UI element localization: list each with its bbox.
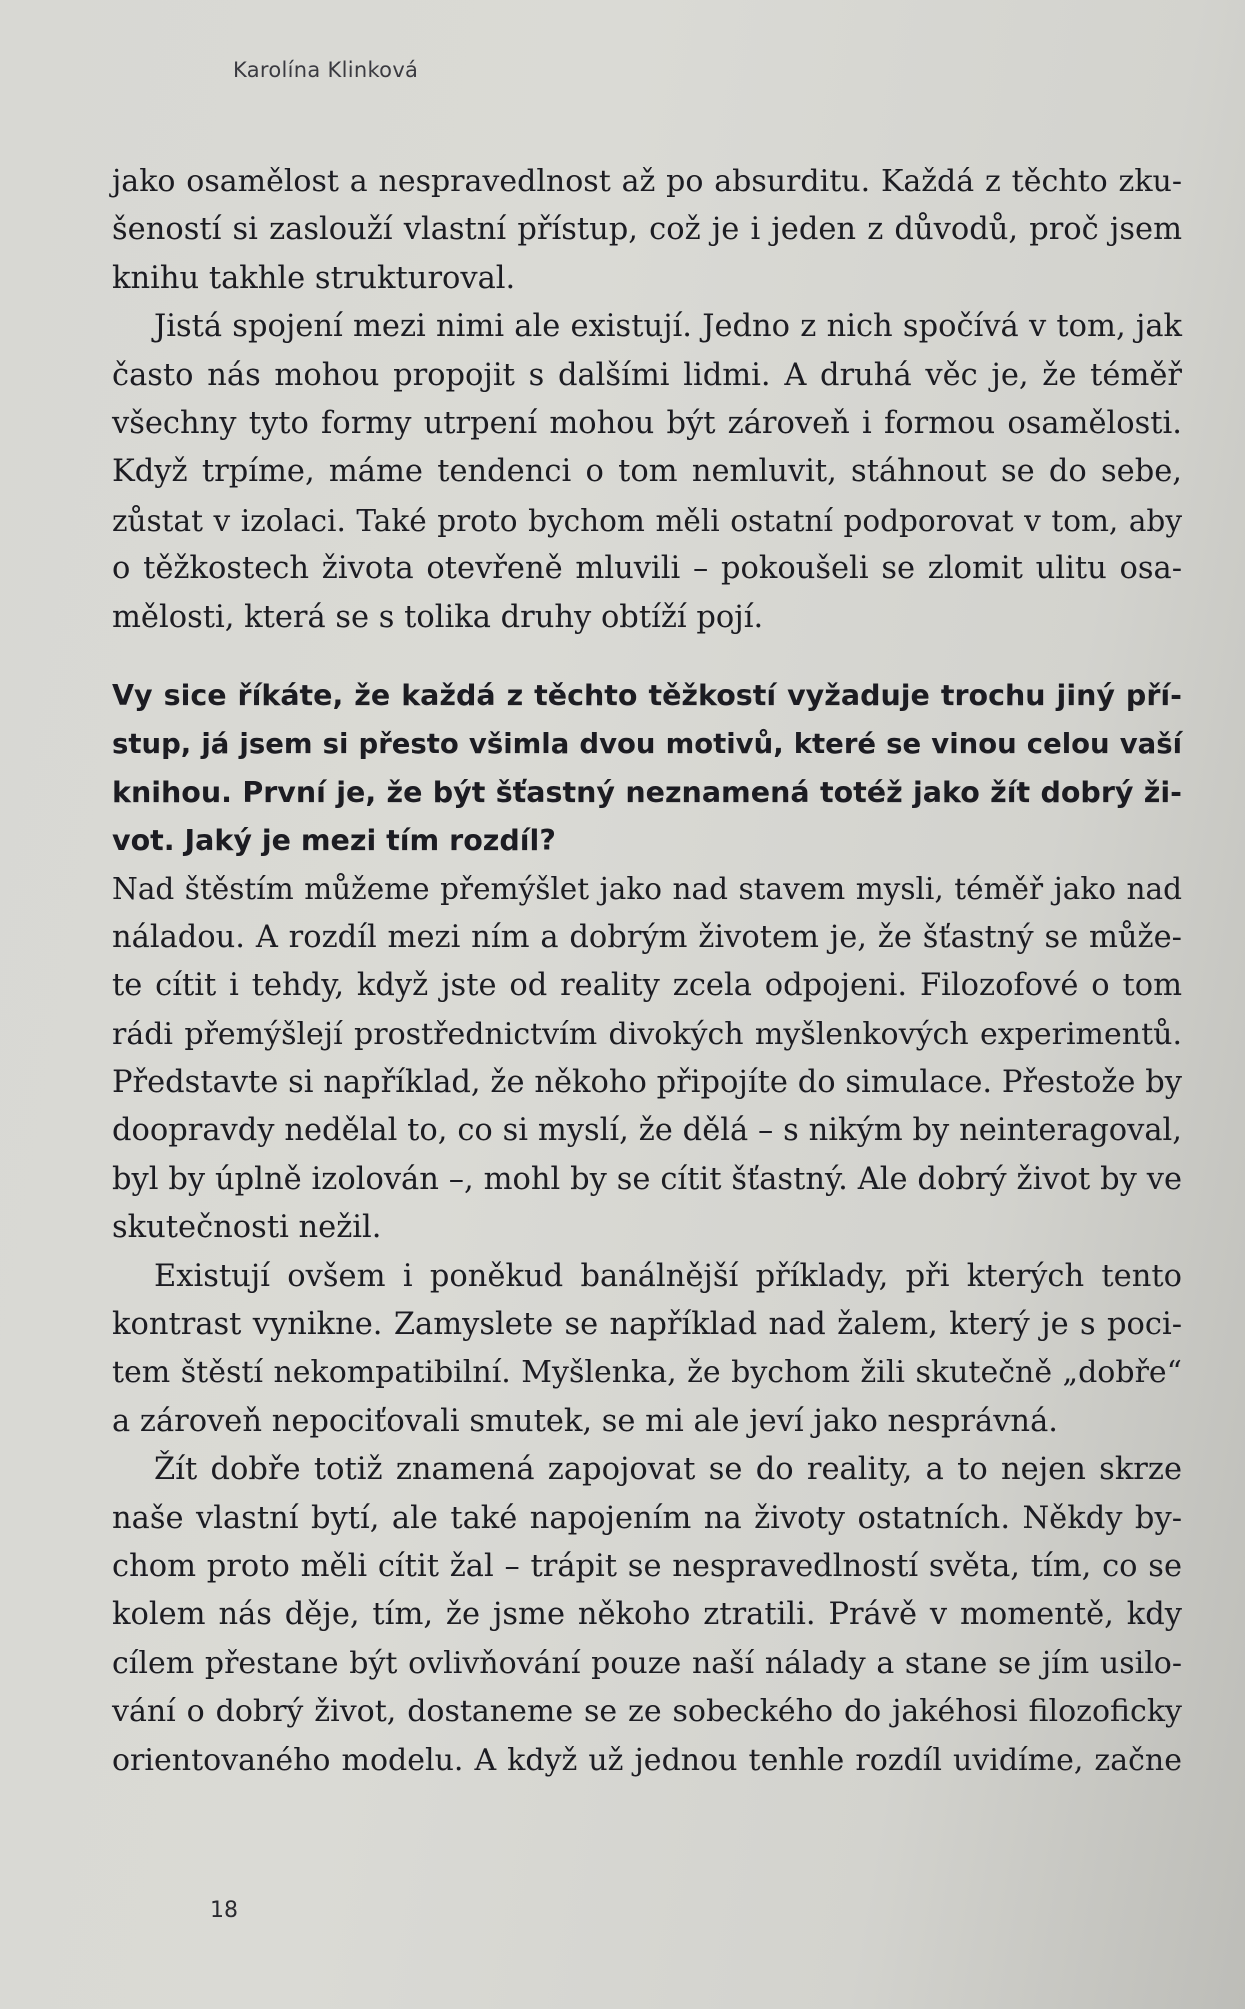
text-line: šeností si zaslouží vlastní přístup, což je i jeden z důvodů, proč jsem bbox=[112, 212, 1182, 248]
text-line: Žít dobře totiž znamená zapojovat se do reality, a to nejen skrze bbox=[154, 1452, 1182, 1488]
body-text bbox=[112, 158, 1182, 1785]
text-line: cílem přestane být ovlivňování pouze naší nálady a stane se jím usilo- bbox=[112, 1645, 1182, 1681]
text-line: orientovaného modelu. A když už jednou tenhle rozdíl uvidíme, začne bbox=[112, 1742, 1182, 1778]
text-line: chom proto měli cítit žal – trápit se nespravedlností světa, tím, co se bbox=[112, 1548, 1182, 1584]
text-line: naše vlastní bytí, ale také napojením na životy ostatních. Někdy by- bbox=[112, 1500, 1182, 1536]
text-line: jako osamělost a nespravedlnost až po absurditu. Každá z těchto zku- bbox=[112, 164, 1182, 199]
text-line: náladou. A rozdíl mezi ním a dobrým životem je, že šťastný se může- bbox=[112, 919, 1182, 955]
page-number: 18 bbox=[210, 1898, 238, 1923]
text-line: zůstat v izolaci. Také proto bychom měli ostatní podporovat v tom, aby bbox=[112, 503, 1182, 538]
question-line: knihou. První je, že být šťastný neznamená totéž jako žít dobrý ži- bbox=[112, 775, 1182, 809]
text-line: všechny tyto formy utrpení mohou být zároveň i formou osamělosti. bbox=[112, 405, 1182, 441]
text-line: vání o dobrý život, dostaneme se ze sobeckého do jakéhosi filozoficky bbox=[112, 1694, 1182, 1730]
question-line: stup, já jsem si přesto všimla dvou motivů, které se vinou celou vaší bbox=[112, 728, 1182, 761]
section-gap bbox=[112, 642, 1182, 672]
text-line: Jistá spojení mezi nimi ale existují. Jedno z nich spočívá v tom, jak bbox=[154, 309, 1182, 345]
text-line: byl by úplně izolován –, mohl by se cítit šťastný. Ale dobrý život by ve bbox=[112, 1161, 1182, 1197]
text-line: te cítit i tehdy, když jste od reality zcela odpojeni. Filozofové o tom bbox=[112, 968, 1182, 1004]
text-line: doopravdy nedělal to, co si myslí, že dělá – s nikým by neinteragoval, bbox=[112, 1113, 1182, 1149]
text-line: často nás mohou propojit s dalšími lidmi. A druhá věc je, že téměř bbox=[112, 357, 1182, 393]
text-line: Existují ovšem i poněkud banálnější příklady, při kterých tento bbox=[154, 1258, 1182, 1294]
text-line: tem štěstí nekompatibilní. Myšlenka, že bychom žili skutečně „dobře“ bbox=[112, 1355, 1182, 1391]
text-line: kontrast vynikne. Zamyslete se například nad žalem, který je s poci- bbox=[112, 1306, 1182, 1342]
text-line: Představte si například, že někoho připojíte do simulace. Přestože by bbox=[112, 1065, 1182, 1101]
text-line: rádi přemýšlejí prostřednictvím divokých myšlenkových experimentů. bbox=[112, 1016, 1182, 1052]
running-head-author: Karolína Klinková bbox=[233, 58, 419, 82]
question-line: Vy sice říkáte, že každá z těchto těžkostí vyžaduje trochu jiný pří- bbox=[112, 678, 1182, 712]
text-line: knihu takhle strukturoval. bbox=[112, 260, 516, 296]
question-line: vot. Jaký je mezi tím rozdíl? bbox=[112, 824, 556, 858]
text-line: skutečnosti nežil. bbox=[112, 1210, 382, 1246]
text-line: o těžkostech života otevřeně mluvili – pokoušeli se zlomit ulitu osa- bbox=[112, 551, 1182, 587]
text-line: a zároveň nepociťovali smutek, se mi ale jeví jako nesprávná. bbox=[112, 1403, 1058, 1439]
text-line: mělosti, která se s tolika druhy obtíží pojí. bbox=[112, 599, 764, 635]
text-line: kolem nás děje, tím, že jsme někoho ztratili. Právě v momentě, kdy bbox=[112, 1597, 1182, 1633]
text-line: Nad štěstím můžeme přemýšlet jako nad stavem mysli, téměř jako nad bbox=[112, 872, 1182, 907]
text-line: Když trpíme, máme tendenci o tom nemluvit, stáhnout se do sebe, bbox=[112, 454, 1182, 490]
